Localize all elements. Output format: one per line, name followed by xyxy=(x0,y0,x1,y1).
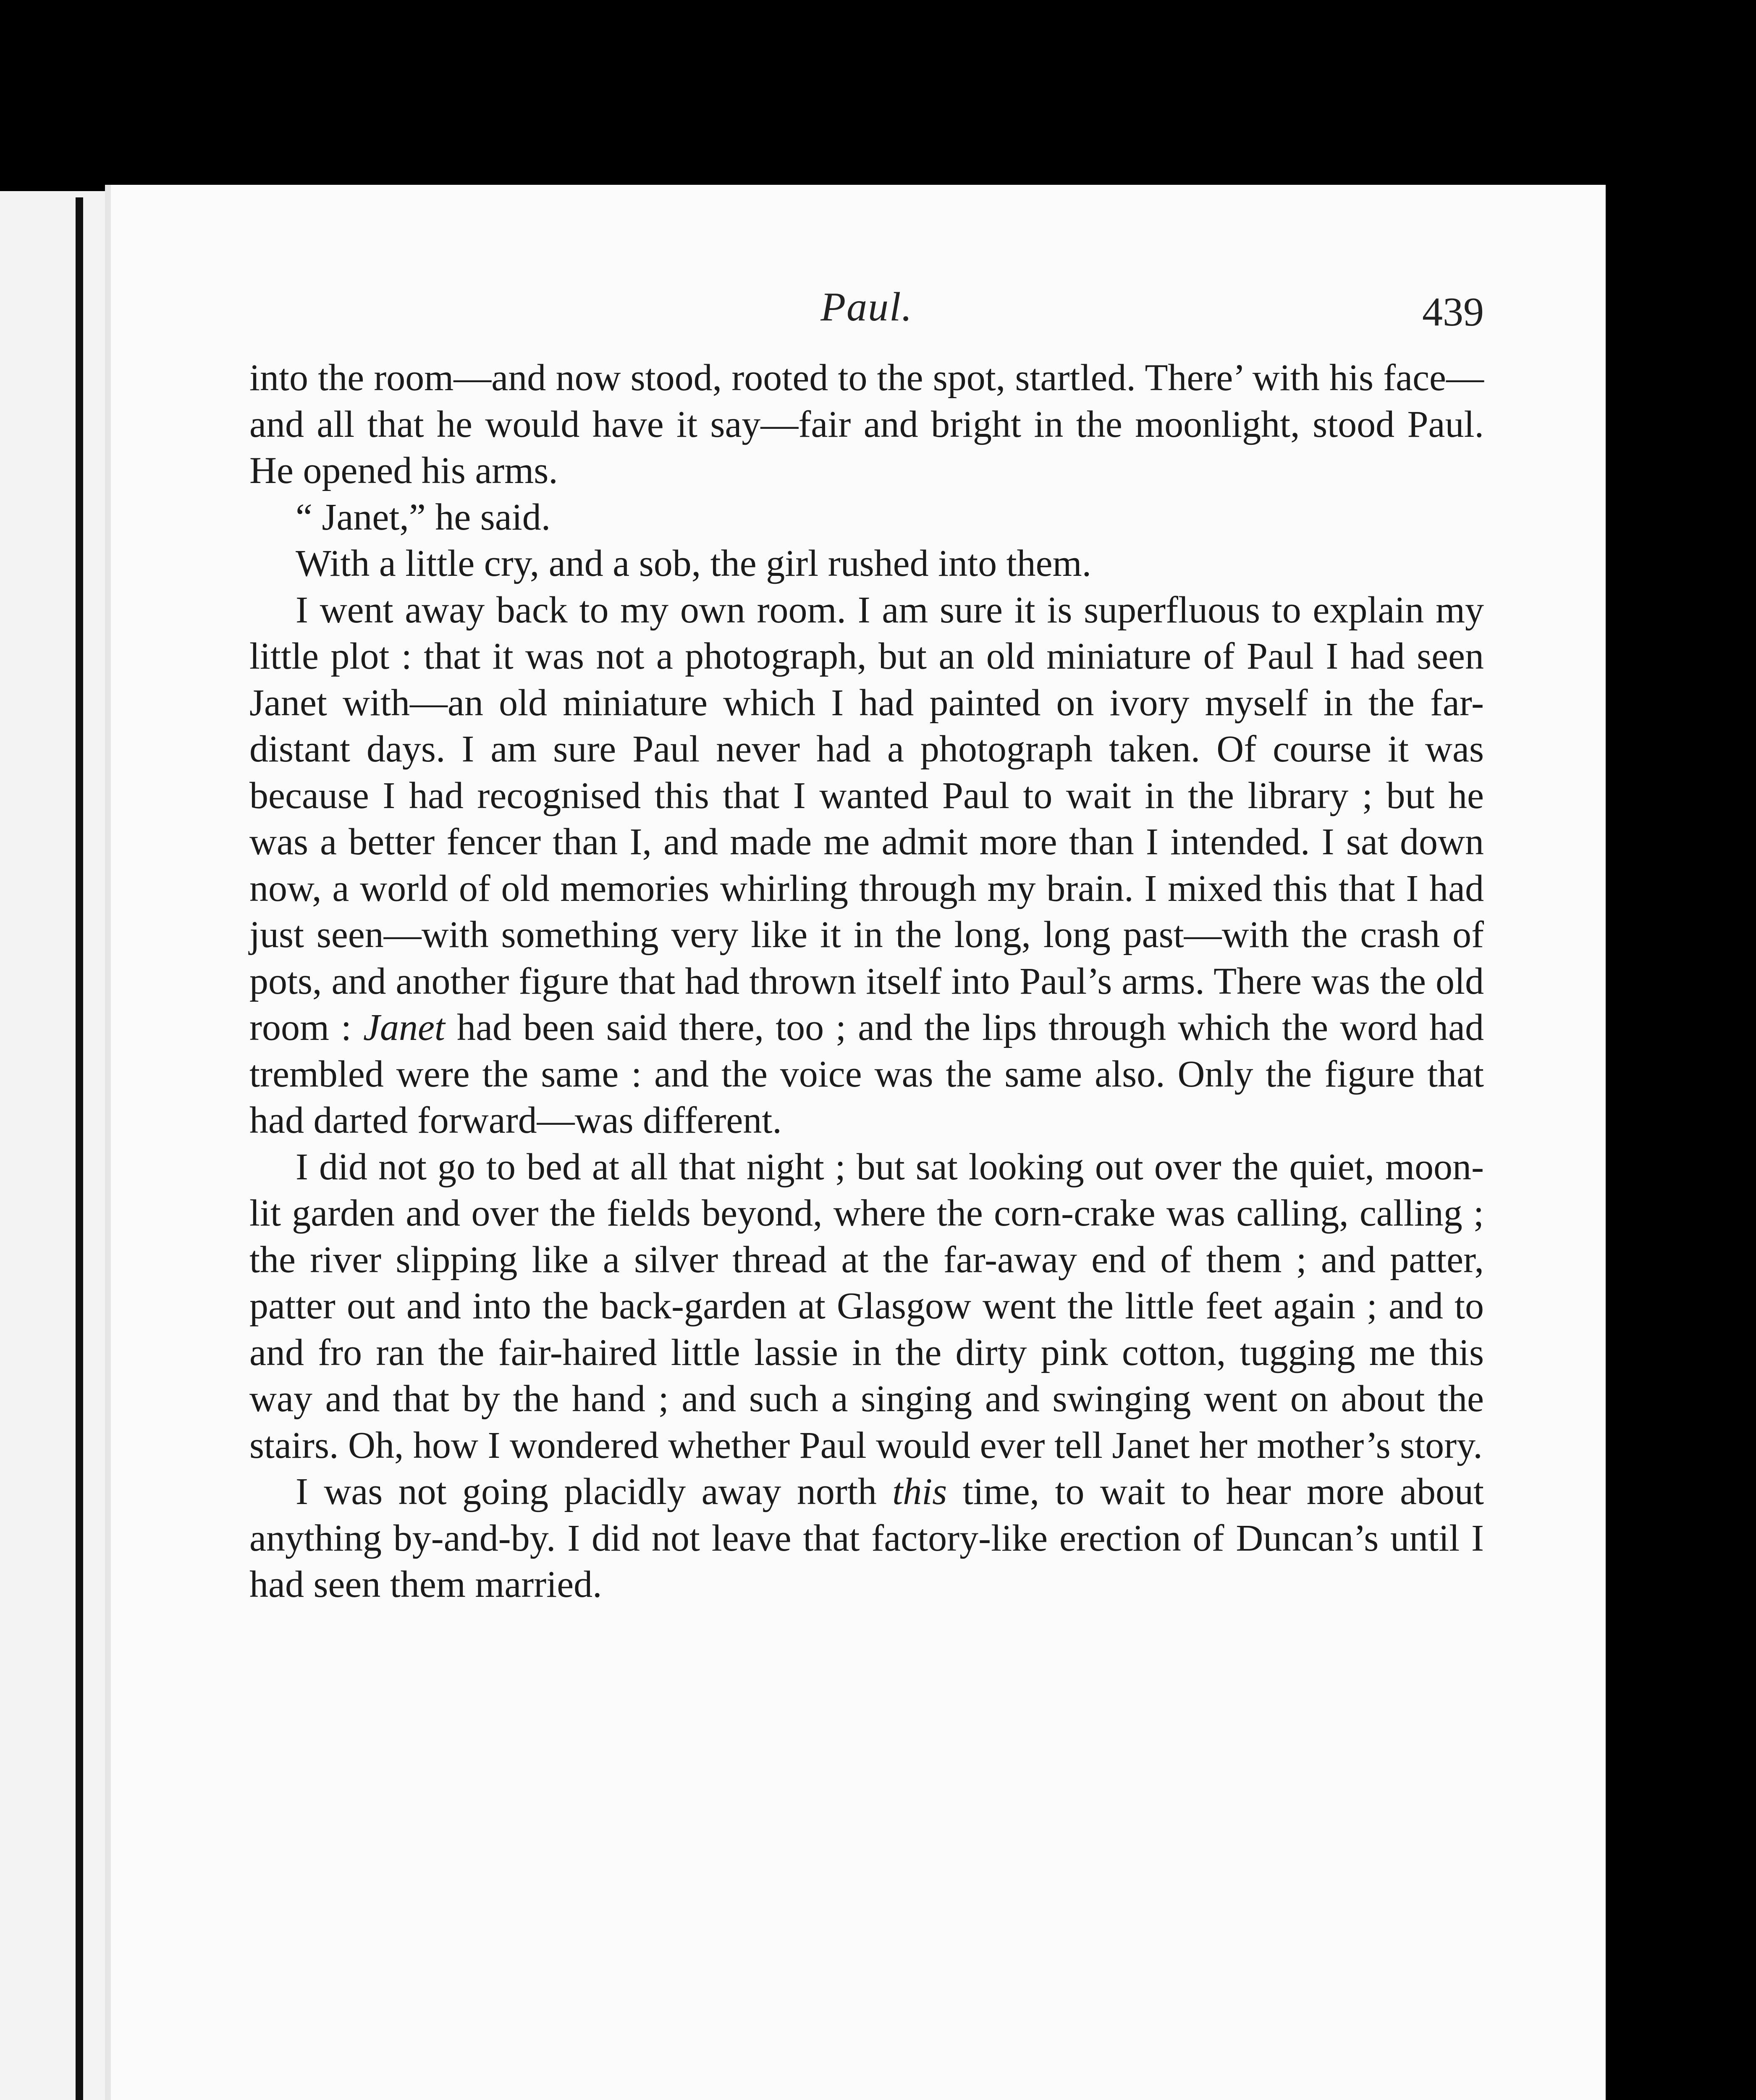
paragraph: With a little cry, and a sob, the girl rushed into them. xyxy=(296,543,1092,584)
paragraph-night: I did not go to bed at all that night ; but sat looking out over the quiet, moon-lit garden and over the fields beyond, where the corn-crake was calling, calling ; the river slipping like a silver thread at the far-away end of them ; and patter, patter out and into the back-garden at Glasgow went the little feet again ; and to and fro ran the fair-haired little lassie in the dirty pink cotton, tugging me this way and that by the hand ; and such a singing and swinging went on about the stairs. Oh, how I wondered whether Paul would ever tell Janet her mother’s story. xyxy=(249,1146,1484,1466)
paragraph-closing xyxy=(249,1469,1484,1608)
paragraph-text: time, to wait to hear more about anything by-and-by. I did not leave that factory-like erection of Duncan’s until I had seen them married. xyxy=(249,1471,1484,1605)
paragraph-text: I was not going placidly away north xyxy=(296,1471,877,1512)
running-header xyxy=(249,284,1484,355)
paragraph-dialogue: “ Janet,” he said. xyxy=(296,496,551,538)
facing-page-edge xyxy=(0,191,105,2100)
paragraph-continued: into the room—and now stood, rooted to the spot, startled. There’ with his face—and all that he would have it say—fair and bright in the moonlight, stood Paul. He opened his arms. xyxy=(249,357,1484,491)
running-title: Paul. xyxy=(820,284,913,330)
page-number: 439 xyxy=(1422,289,1484,335)
body-text xyxy=(249,355,1484,1608)
italic-word: Janet xyxy=(363,1007,445,1048)
paragraph-text: had been said there, too ; and the lips through which the word had trembled were the same : and the voice was the same also. Only the figure that had darted forward—was different. xyxy=(249,1007,1484,1141)
paragraph-plot xyxy=(249,587,1484,1144)
book-page xyxy=(105,185,1606,2100)
page-content xyxy=(249,284,1484,1608)
paragraph-text: I went away back to my own room. I am sure it is superfluous to explain my little plot : that it was not a photograph, but an old miniature of Paul I had seen Janet with—an old miniature which I had painted on ivory myself in the far-distant days. I am sure Paul never had a photograph taken. Of course it was because I had recognised this that I wanted Paul to wait in the library ; but he was a better fencer than I, and made me admit more than I intended. I sat down now, a world of old memories whirling through my brain. I mixed this that I had just seen—with something very like it in the long, long past—with the crash of pots, and another figure that had thrown itself into Paul’s arms. There was the old room : xyxy=(249,589,1484,1048)
binding-shadow xyxy=(76,197,83,2100)
italic-word: this xyxy=(892,1471,947,1512)
